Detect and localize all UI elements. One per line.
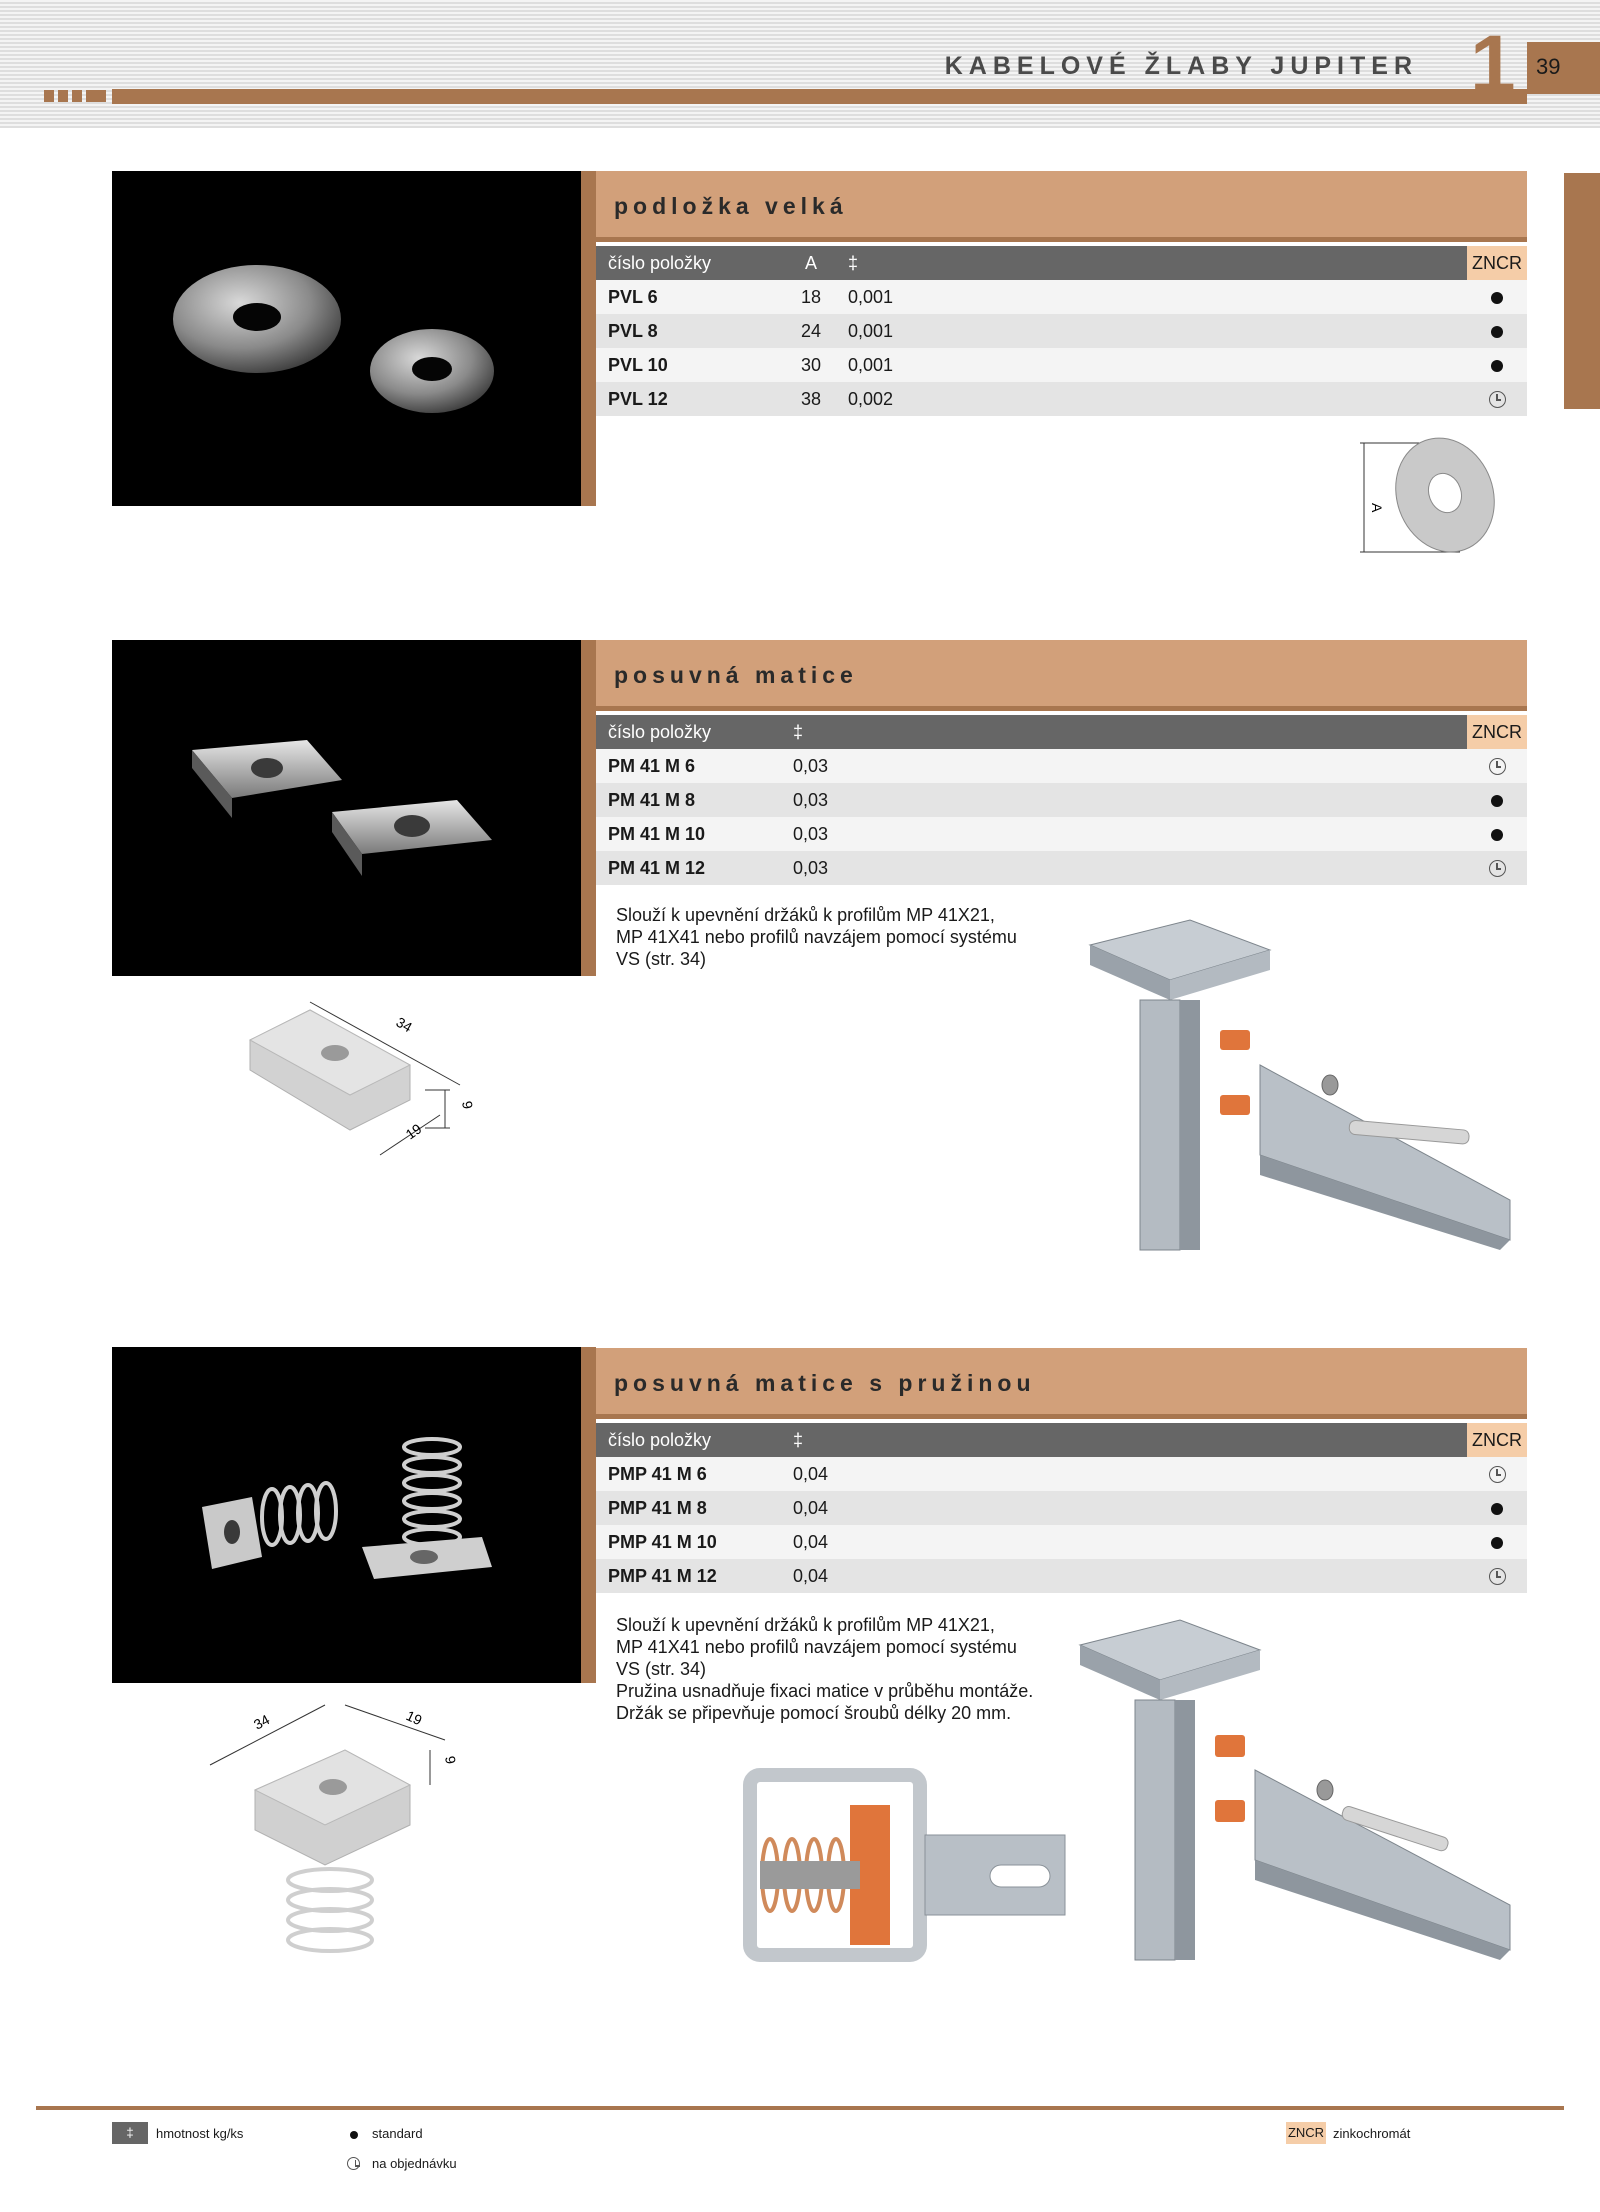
- description-line: Slouží k upevnění držáků k profilům MP 41X21,: [616, 1615, 995, 1635]
- item-code: PMP 41 M 10: [596, 1525, 781, 1559]
- description-line: VS (str. 34): [616, 1659, 707, 1679]
- zncr-legend-label: zinkochromát: [1333, 2126, 1411, 2141]
- weight-value: 0,04: [781, 1491, 1467, 1525]
- column-header: číslo položky: [596, 1423, 781, 1457]
- item-code: PMP 41 M 6: [596, 1457, 781, 1491]
- chapter-number: 1: [1470, 19, 1516, 110]
- product-description: [616, 904, 1036, 970]
- table-row: [596, 1491, 1527, 1525]
- standard-legend-dot-icon: [350, 2131, 358, 2139]
- table-row: [596, 817, 1527, 851]
- washer-spec-table: [596, 246, 1527, 416]
- standard-dot-icon: [1491, 326, 1503, 338]
- title-bar-rule: [596, 1414, 1527, 1419]
- section-title-bar: [596, 171, 1527, 241]
- dimension-label: 9: [459, 1099, 477, 1111]
- item-code: PVL 6: [596, 280, 786, 314]
- weight-value: 0,001: [836, 348, 1467, 382]
- photo-edge: [581, 1347, 596, 1683]
- table-row: [596, 1457, 1527, 1491]
- table-header-row: [596, 246, 1527, 280]
- section-title: posuvná matice: [614, 662, 858, 688]
- on-order-legend-label: na objednávku: [372, 2156, 457, 2171]
- sliding-nut-photo-illustration: [112, 640, 581, 976]
- spring-nut-photo-illustration: [112, 1347, 581, 1683]
- on-order-clock-icon: [1489, 1568, 1506, 1585]
- sliding-nut-photo: [112, 640, 581, 976]
- item-code: PVL 10: [596, 348, 786, 382]
- weight-value: 0,04: [781, 1559, 1467, 1593]
- weight-value: 0,04: [781, 1457, 1467, 1491]
- standard-dot-icon: [1491, 360, 1503, 372]
- weight-column-header: ‡: [781, 1423, 1467, 1457]
- weight-value: 0,03: [781, 783, 1467, 817]
- standard-legend-label: standard: [372, 2126, 423, 2141]
- dimension-a: 30: [786, 348, 836, 382]
- item-code: PM 41 M 6: [596, 749, 781, 783]
- item-code: PMP 41 M 12: [596, 1559, 781, 1593]
- column-header: A: [786, 246, 836, 280]
- item-code: PMP 41 M 8: [596, 1491, 781, 1525]
- table-row: [596, 348, 1527, 382]
- dimension-a: 38: [786, 382, 836, 416]
- title-bar-rule: [596, 237, 1527, 242]
- sliding-nut-dimension-drawing: [240, 990, 500, 1160]
- washer-photo-illustration: [112, 171, 581, 506]
- washer-dimension-drawing: [1350, 425, 1520, 560]
- weight-value: 0,001: [836, 280, 1467, 314]
- weight-column-header: ‡: [836, 246, 1467, 280]
- section-title-bar: [596, 640, 1527, 710]
- dimension-a: 18: [786, 280, 836, 314]
- page-number: 39: [1536, 54, 1561, 79]
- footer-rule: [36, 2106, 1564, 2110]
- weight-value: 0,001: [836, 314, 1467, 348]
- spring-nut-spec-table: [596, 1423, 1527, 1593]
- standard-dot-icon: [1491, 292, 1503, 304]
- item-code: PM 41 M 12: [596, 851, 781, 885]
- page-title: KABELOVÉ ŽLABY JUPITER: [944, 52, 1418, 80]
- section-title: podložka velká: [614, 193, 848, 219]
- weight-legend-label: hmotnost kg/ks: [156, 2126, 244, 2141]
- standard-dot-icon: [1491, 829, 1503, 841]
- description-line: MP 41X41 nebo profilů navzájem pomocí systému: [616, 927, 1017, 947]
- weight-legend-symbol: ‡: [112, 2122, 148, 2144]
- table-row: [596, 280, 1527, 314]
- table-row: [596, 382, 1527, 416]
- header-decor-blocks: [44, 90, 106, 102]
- title-bar-rule: [596, 706, 1527, 711]
- section-title: posuvná matice s pružinou: [614, 1370, 1036, 1396]
- table-row: [596, 851, 1527, 885]
- description-line: Slouží k upevnění držáků k profilům MP 41X21,: [616, 905, 995, 925]
- table-row: [596, 749, 1527, 783]
- header-rule: [112, 89, 1527, 104]
- table-row: [596, 1525, 1527, 1559]
- zncr-column-header: ZNCR: [1467, 715, 1527, 749]
- dimension-a-label: A: [1369, 503, 1385, 513]
- description-line: MP 41X41 nebo profilů navzájem pomocí systému: [616, 1637, 1017, 1657]
- spring-nut-bracket-illustration: [1070, 1605, 1530, 1975]
- section-title-bar: [596, 1348, 1527, 1418]
- photo-edge: [581, 171, 596, 506]
- sliding-nut-spec-table: [596, 715, 1527, 885]
- item-code: PM 41 M 8: [596, 783, 781, 817]
- weight-value: 0,002: [836, 382, 1467, 416]
- dimension-label: 19: [403, 1707, 425, 1729]
- table-header-row: [596, 715, 1527, 749]
- weight-value: 0,04: [781, 1525, 1467, 1559]
- table-row: [596, 1559, 1527, 1593]
- standard-dot-icon: [1491, 795, 1503, 807]
- washer-photo: [112, 171, 581, 506]
- bracket-assembly-illustration: [1080, 905, 1530, 1265]
- on-order-clock-icon: [1489, 1466, 1506, 1483]
- chapter-side-tab: [1564, 173, 1600, 409]
- photo-edge: [581, 640, 596, 976]
- spring-nut-photo: [112, 1347, 581, 1683]
- weight-column-header: ‡: [781, 715, 1467, 749]
- dimension-label: 34: [250, 1711, 273, 1733]
- dimension-a: 24: [786, 314, 836, 348]
- item-code: PM 41 M 10: [596, 817, 781, 851]
- table-row: [596, 783, 1527, 817]
- spring-nut-cutaway-illustration: [740, 1765, 1070, 1965]
- table-header-row: [596, 1423, 1527, 1457]
- standard-dot-icon: [1491, 1503, 1503, 1515]
- table-row: [596, 314, 1527, 348]
- dimension-label: 19: [402, 1120, 425, 1143]
- weight-value: 0,03: [781, 851, 1467, 885]
- dimension-label: 9: [442, 1754, 460, 1766]
- description-line: Pružina usnadňuje fixaci matice v průběhu montáže.: [616, 1681, 1034, 1701]
- zncr-legend-code: ZNCR: [1286, 2122, 1326, 2144]
- description-line: VS (str. 34): [616, 949, 707, 969]
- item-code: PVL 8: [596, 314, 786, 348]
- item-code: PVL 12: [596, 382, 786, 416]
- product-description: [616, 1614, 1056, 1724]
- column-header: číslo položky: [596, 715, 781, 749]
- column-header: číslo položky: [596, 246, 786, 280]
- zncr-column-header: ZNCR: [1467, 246, 1527, 280]
- standard-dot-icon: [1491, 1537, 1503, 1549]
- spring-nut-dimension-drawing: [205, 1695, 475, 1965]
- on-order-clock-icon: [1489, 391, 1506, 408]
- weight-value: 0,03: [781, 749, 1467, 783]
- weight-value: 0,03: [781, 817, 1467, 851]
- on-order-legend-clock-icon: [347, 2157, 360, 2170]
- on-order-clock-icon: [1489, 758, 1506, 775]
- description-line: Držák se připevňuje pomocí šroubů délky 20 mm.: [616, 1703, 1012, 1723]
- dimension-label: 34: [393, 1013, 415, 1036]
- on-order-clock-icon: [1489, 860, 1506, 877]
- zncr-column-header: ZNCR: [1467, 1423, 1527, 1457]
